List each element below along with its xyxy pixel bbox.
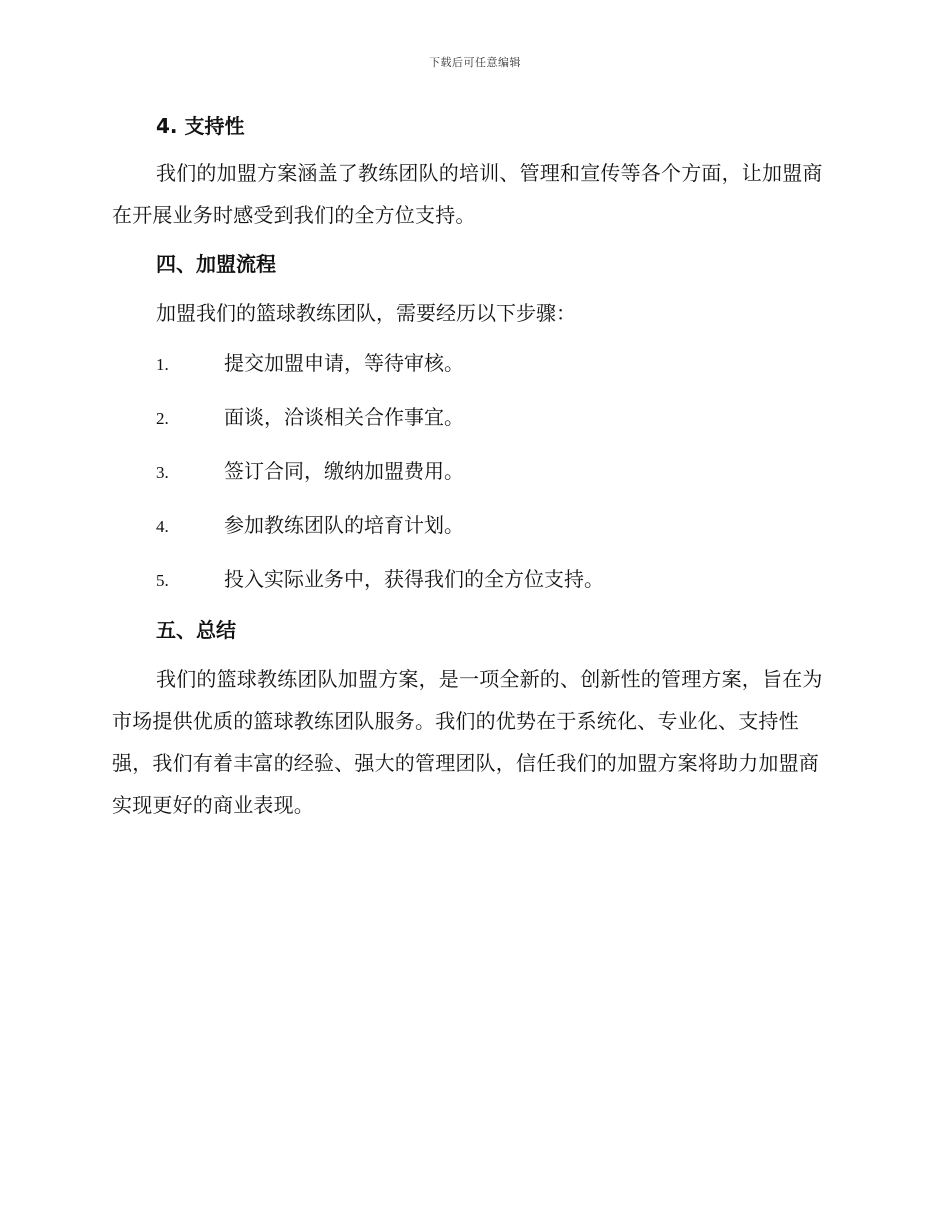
process-intro: 加盟我们的篮球教练团队，需要经历以下步骤： xyxy=(156,301,576,325)
section-heading-process: 四、加盟流程 xyxy=(156,252,276,276)
list-item xyxy=(112,444,834,498)
step-text: 面谈，洽谈相关合作事宜。 xyxy=(224,405,464,429)
step-text: 投入实际业务中，获得我们的全方位支持。 xyxy=(224,567,604,591)
list-item xyxy=(112,390,834,444)
support-paragraph: 我们的加盟方案涵盖了教练团队的培训、管理和宣传等各个方面，让加盟商在开展业务时感受到我们的全方位支持。 xyxy=(112,161,823,227)
list-item xyxy=(112,552,834,606)
step-text: 提交加盟申请，等待审核。 xyxy=(224,351,464,375)
header-note: 下载后可任意编辑 xyxy=(429,56,521,69)
step-text: 参加教练团队的培育计划。 xyxy=(224,513,464,537)
step-number: 5. xyxy=(156,571,169,590)
list-item xyxy=(112,498,834,552)
step-number: 3. xyxy=(156,463,169,482)
section-heading-summary: 五、总结 xyxy=(156,618,236,642)
step-number: 2. xyxy=(156,409,169,428)
step-number: 4. xyxy=(156,517,169,536)
section-heading-support: 4. 支持性 xyxy=(156,114,245,138)
process-steps-list xyxy=(112,336,834,606)
step-number: 1. xyxy=(156,355,169,374)
document-body xyxy=(112,110,834,826)
step-text: 签订合同，缴纳加盟费用。 xyxy=(224,459,464,483)
summary-paragraph: 我们的篮球教练团队加盟方案，是一项全新的、创新性的管理方案，旨在为市场提供优质的篮球教练团队服务。我们的优势在于系统化、专业化、支持性强，我们有着丰富的经验、强大的管理团队，信任我们的加盟方案将助力加盟商实现更好的商业表现。 xyxy=(112,667,823,817)
list-item xyxy=(112,336,834,390)
